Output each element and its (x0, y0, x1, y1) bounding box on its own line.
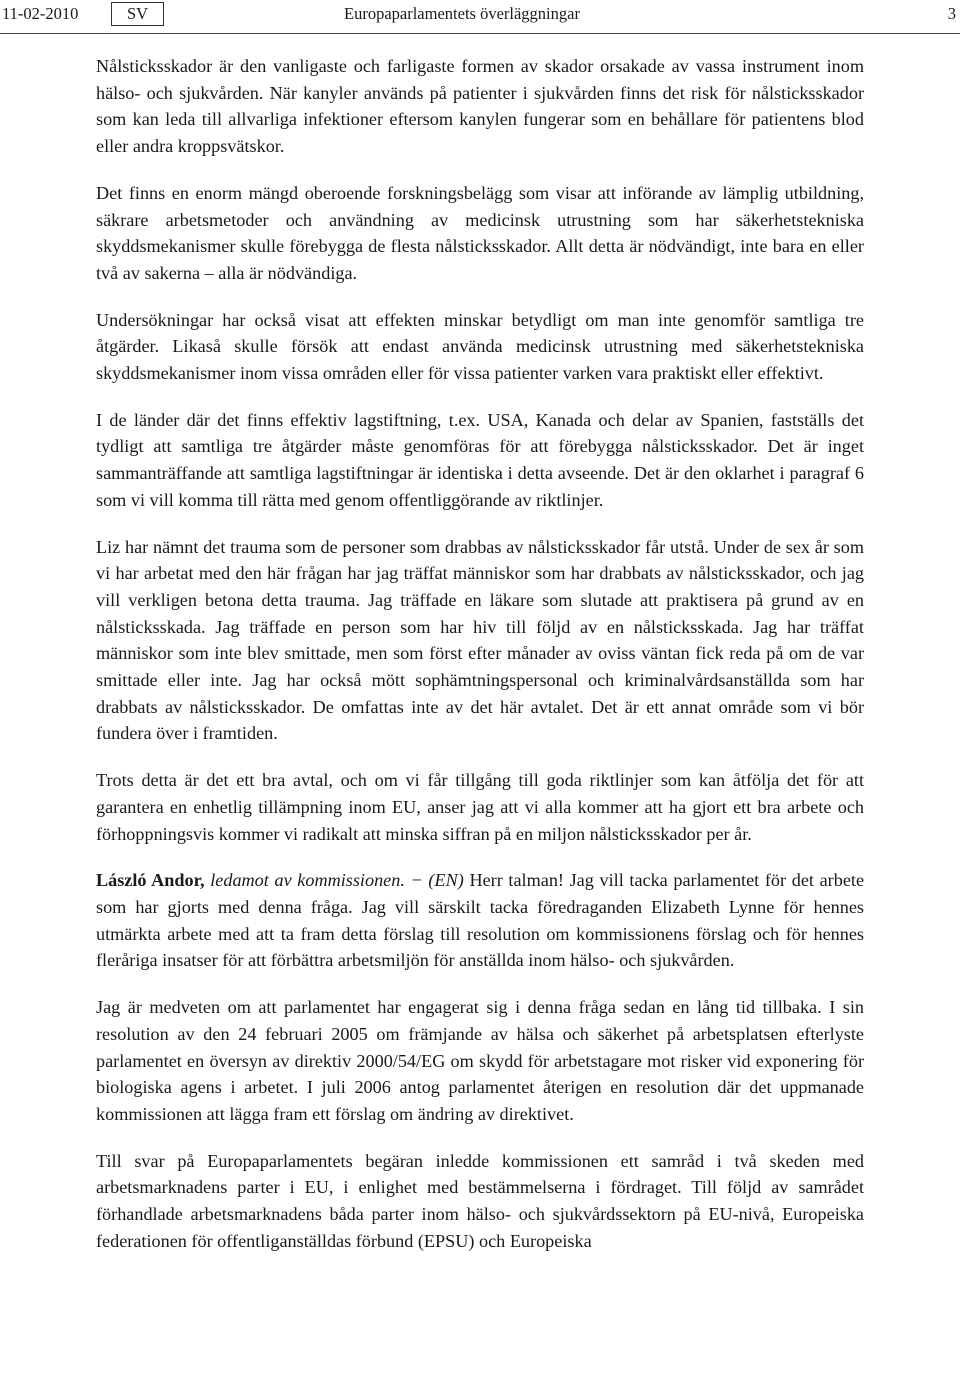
page-header (0, 0, 960, 34)
speaker-name: László Andor, (96, 870, 205, 891)
paragraph: Nålsticksskador är den vanligaste och farligaste formen av skador orsakade av vassa instrument inom hälso- och sjukvården. När kanyler används på patienter i sjukvården finns det risk för nålsticksskador som kan leda till allvarliga infektioner eftersom kanylen fungerar som en behållare för patientens blod eller andra kroppsvätskor. (96, 56, 864, 157)
language-badge: SV (111, 2, 164, 26)
speaker-role: ledamot av kommissionen. − (EN) (210, 870, 464, 891)
paragraph: Trots detta är det ett bra avtal, och om vi får tillgång till goda riktlinjer som kan åtfölja det för att garantera en enhetlig tillämpning inom EU, anser jag att vi alla kommer att ha gjort ett bra arbete och förhoppningsvis kommer vi radikalt att minska siffran på en miljon nålsticksskador per år. (96, 770, 864, 844)
header-title: Europaparlamentets överläggningar (344, 4, 580, 23)
header-date: 11-02-2010 (2, 4, 79, 23)
speech-text: Herr talman! Jag vill tacka parlamentet för det arbete som har gjorts med denna fråga. Jag vill särskilt tacka föredraganden Elizabeth Lynne för hennes utmärkta arbete med att ta fram detta förslag till resolution om kommissionens förslag och för hennes fleråriga insatser för att förbättra arbetsmiljön för anställda inom hälso- och sjukvården. (96, 870, 865, 971)
page-number: 3 (947, 4, 956, 23)
speech-paragraph (96, 867, 864, 974)
paragraph: Till svar på Europaparlamentets begäran inledde kommissionen ett samråd i två skeden med arbetsmarknadens parter i EU, i enlighet med bestämmelserna i fördraget. Till följd av samrådet förhandlade arbetsmarknadens båda parter inom hälso- och sjukvårdssektorn på EU-nivå, Europeiska federationen för offentliganställdas förbund (EPSU) och Europeiska (96, 1150, 864, 1251)
header-divider (0, 33, 960, 34)
paragraph: Det finns en enorm mängd oberoende forskningsbelägg som visar att införande av lämplig utbildning, säkrare arbetsmetoder och användning av medicinsk utrustning som har säkerhetstekniska skyddsmekanismer skulle förebygga de flesta nålsticksskador. Allt detta är nödvändigt, inte bara en eller två av sakerna – alla är nödvändiga. (96, 182, 864, 283)
paragraph: Jag är medveten om att parlamentet har engagerat sig i denna fråga sedan en lång tid tillbaka. I sin resolution av den 24 februari 2005 om främjande av hälsa och säkerhet på arbetsplatsen efterlyste parlamentet en översyn av direktiv 2000/54/EG om skydd för arbetstagare mot risker vid exponering för biologiska agens i arbetet. I juli 2006 antog parlamentet återigen en resolution där det uppmanade kommissionen att lägga fram ett förslag om ändring av direktivet. (96, 997, 864, 1124)
document-body (96, 53, 864, 1274)
paragraph: Undersökningar har också visat att effekten minskar betydligt om man inte genomför samtliga tre åtgärder. Likaså skulle försök att endast använda medicinsk utrustning med säkerhetstekniska skyddsmekanismer inom vissa områden eller för vissa patienter varken vara praktiskt eller effektivt. (96, 309, 864, 384)
paragraph: I de länder där det finns effektiv lagstiftning, t.ex. USA, Kanada och delar av Spanien, fastställs det tydligt att samtliga tre åtgärder måste genomföras för att förebygga nålsticksskador. Det är inget sammanträffande att samtliga lagstiftningar är identiska i detta avseende. Det är den oklarhet i paragraf 6 som vi vill komma till rätta med genom offentliggörande av riktlinjer. (96, 409, 864, 510)
paragraph: Liz har nämnt det trauma som de personer som drabbas av nålsticksskador får utstå. Under de sex år som vi har arbetat med den här frågan har jag träffat människor som har drabbats av nålsticksskador, och jag vill verkligen betona detta trauma. Jag träffade en läkare som slutade att praktisera på grund av en nålsticksskada. Jag träffade en person som har hiv till följd av en nålsticksskada. Jag har träffat människor som inte blev smittade, men som först efter månader av oviss väntan fick reda på om de var smittade eller inte. Jag har också mött sophämtningspersonal och kriminalvårdsanställda som har drabbats av nålsticksskador. De omfattas inte av det här avtalet. Det är ett annat område som vi bör fundera över i framtiden. (96, 536, 864, 744)
